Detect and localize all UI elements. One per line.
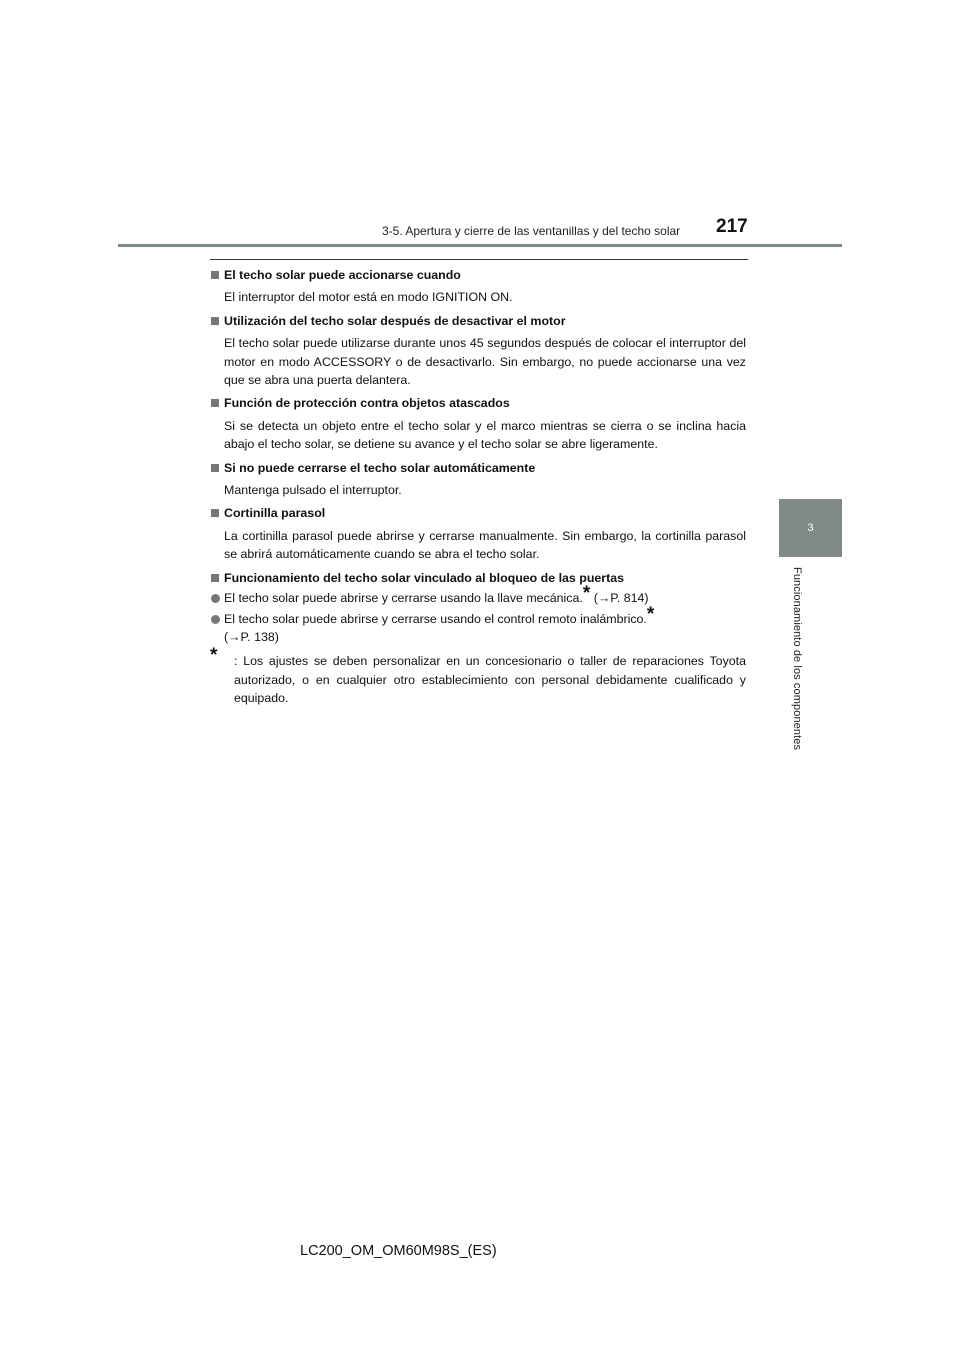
square-bullet-icon	[211, 317, 219, 325]
section-body: Si se detecta un objeto entre el techo solar y el marco mientras se cierra o se inclina hacia abajo el techo solar, se detiene su avance y el techo solar se abre ligeramente.	[224, 418, 746, 452]
section-operation-condition	[210, 266, 746, 307]
page-reference-link[interactable]: (→P. 814)	[593, 591, 649, 606]
footnote-marker: *	[646, 603, 655, 625]
section-heading-text: Funcionamiento del techo solar vinculado al bloqueo de las puertas	[224, 570, 625, 585]
header-rule	[118, 244, 842, 247]
section-heading	[210, 459, 746, 477]
page-content	[210, 266, 746, 708]
list-item	[210, 603, 746, 647]
square-bullet-icon	[211, 574, 219, 582]
footnote-marker: *	[210, 645, 218, 667]
square-bullet-icon	[211, 509, 219, 517]
section-body: La cortinilla parasol puede abrirse y cerrarse manualmente. Sin embargo, la cortinilla parasol se abrirá automáticamente cuando se abra el techo solar.	[224, 528, 746, 562]
square-bullet-icon	[211, 271, 219, 279]
section-heading	[210, 394, 746, 412]
list-item	[210, 583, 746, 607]
section-auto-close-failure	[210, 459, 746, 500]
page-number: 217	[716, 216, 748, 237]
square-bullet-icon	[211, 399, 219, 407]
section-heading-text: Si no puede cerrarse el techo solar automáticamente	[224, 460, 536, 475]
section-heading-text: Función de protección contra objetos atascados	[224, 396, 510, 411]
section-after-motor-off	[210, 312, 746, 390]
footnote-marker: *	[582, 583, 591, 605]
section-title: 3-5. Apertura y cierre de las ventanillas y del techo solar	[382, 224, 681, 238]
chapter-label: Funcionamiento de los componentes	[791, 567, 803, 751]
section-heading	[210, 504, 746, 522]
section-heading	[210, 266, 746, 284]
section-body: El techo solar puede utilizarse durante unos 45 segundos después de colocar el interruptor del motor en modo ACCESSORY o de desactivarlo. Sin embargo, no puede accionarse una vez que se abra una puerta delantera.	[224, 336, 746, 388]
square-bullet-icon	[211, 464, 219, 472]
section-heading-text: Utilización del techo solar después de desactivar el motor	[224, 313, 566, 328]
section-heading-text: El techo solar puede accionarse cuando	[224, 268, 461, 282]
section-heading	[210, 569, 746, 587]
section-body: Mantenga pulsado el interruptor.	[224, 483, 402, 498]
footnote-text: : Los ajustes se deben personalizar en un concesionario o taller de reparaciones Toyota autorizado, o en cualquier otro establecimiento con personal debidamente cualificado y equipado.	[234, 654, 746, 706]
circle-bullet-icon	[211, 594, 220, 603]
section-heading	[210, 312, 746, 330]
section-jam-protection	[210, 394, 746, 453]
chapter-number: 3	[807, 522, 814, 534]
section-body: El interruptor del motor está en modo IGNITION ON.	[224, 290, 513, 305]
section-heading-text: Cortinilla parasol	[224, 506, 326, 521]
section-door-lock-linked	[210, 569, 746, 647]
section-sunshade	[210, 504, 746, 563]
page-reference-link[interactable]: (→P. 138)	[224, 629, 279, 644]
footnote	[210, 645, 746, 707]
chapter-tab	[779, 499, 842, 557]
list-item-text: El techo solar puede abrirse y cerrarse usando la llave mecánica.	[224, 591, 583, 606]
document-code: LC200_OM_OM60M98S_(ES)	[300, 1243, 497, 1259]
content-rule	[210, 259, 748, 260]
circle-bullet-icon	[211, 615, 220, 624]
list-item-text: El techo solar puede abrirse y cerrarse usando el control remoto inalámbrico.	[224, 611, 647, 626]
